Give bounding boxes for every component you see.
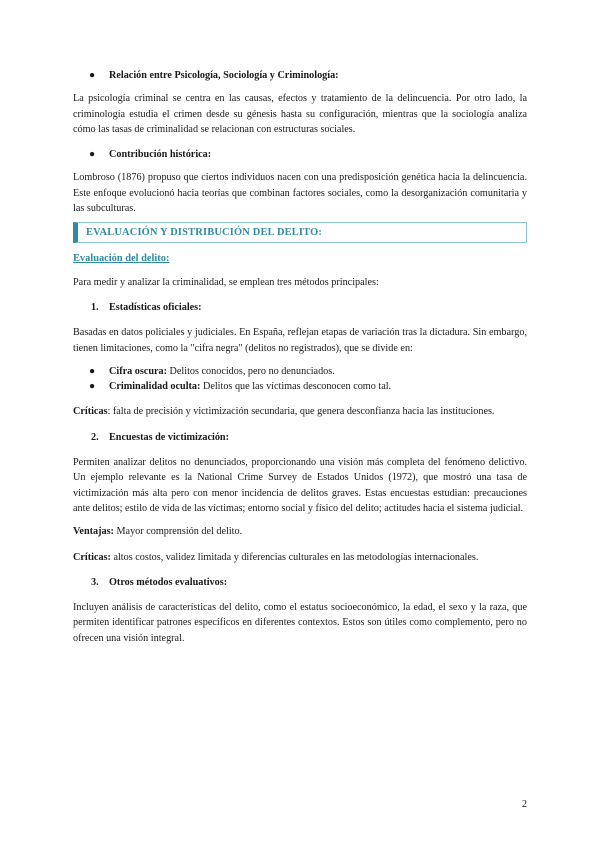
method-heading-1 [91, 300, 527, 315]
bullet-icon: ● [89, 149, 96, 161]
heading-contribucion: Contribución histórica: [109, 149, 212, 161]
method-title: Otros métodos evaluativos: [109, 576, 228, 588]
method-heading-3 [91, 575, 527, 590]
paragraph-otros-metodos: Incluyen análisis de características del delito, como el estatus socioeconómico, la edad, el sexo y la raza, que permiten identificar patrones específicos en diferentes contextos. Estos son útiles como complemento, pero no ofrecen una visión integral. [73, 602, 527, 644]
list-item-text: Delitos que las víctimas desconocen como tal. [200, 381, 392, 393]
bullet-heading-contribucion [89, 147, 527, 162]
method-number: 2. [91, 431, 99, 443]
subheading-evaluacion: Evaluación del delito: [73, 253, 170, 265]
ventajas-label: Ventajas: [73, 526, 114, 538]
paragraph-criticas-1 [73, 404, 527, 419]
paragraph-encuestas: Permiten analizar delitos no denunciados, proporcionando una visión más completa del fenómeno delictivo. Un ejemplo relevante es la National Crime Survey de Estados Unidos (1972), que mostró una tasa de victimización más alta pero con menor incidencia de delitos graves. Estas encuestas estudian: precauciones ante delitos; estilo de vida de las víctimas; entorno social y físico del delito; actitudes hacia el sistema judicial. [73, 457, 527, 514]
page-number: 2 [522, 799, 527, 810]
criticas-text: : falta de precisión y victimización secundaria, que genera desconfianza hacia las instituciones. [107, 406, 495, 418]
list-item-label: Criminalidad oculta: [109, 381, 201, 393]
ventajas-text: Mayor comprensión del delito. [113, 526, 243, 538]
cifra-negra-list [73, 364, 527, 395]
list-item [89, 364, 527, 379]
method-heading-2 [91, 430, 527, 445]
section-title-bar: EVALUACIÓN Y DISTRIBUCIÓN DEL DELITO: [73, 222, 527, 243]
method-title: Encuestas de victimización: [109, 431, 229, 443]
bullet-icon: ● [89, 70, 96, 81]
bullet-heading-relacion [89, 68, 527, 83]
criticas-label: Críticas: [73, 551, 111, 563]
page-content [73, 68, 527, 646]
list-item [89, 379, 527, 394]
criticas-text: altos costos, validez limitada y diferencias culturales en las metodologías internacionales. [110, 551, 479, 563]
paragraph-criticas-2 [73, 550, 527, 565]
paragraph-ventajas [73, 524, 527, 539]
list-item-label: Cifra oscura: [109, 365, 167, 377]
bullet-icon: ● [89, 365, 96, 377]
paragraph-psicologia: La psicología criminal se centra en las causas, efectos y tratamiento de la delincuencia. Por otro lado, la criminología estudia el crimen desde su génesis hasta su configuración, mientras que la sociología analiza cómo las tasas de criminalidad se relacionan con estructuras sociales. [73, 93, 527, 135]
bullet-icon: ● [89, 381, 96, 393]
paragraph-lombroso: Lombroso (1876) propuso que ciertos individuos nacen con una predisposición genética hacia la delincuencia. Este enfoque evolucionó hacia teorías que combinan factores sociales, como la desorganización comunitaria y las subculturas. [73, 172, 527, 215]
heading-relacion: Relación entre Psicología, Sociología y Criminología: [109, 70, 339, 81]
method-number: 3. [91, 576, 99, 588]
list-item-text: Delitos conocidos, pero no denunciados. [167, 365, 335, 377]
criticas-label: Críticas [73, 406, 108, 418]
method-title: Estadísticas oficiales: [109, 301, 202, 313]
paragraph-intro: Para medir y analizar la criminalidad, se emplean tres métodos principales: [73, 276, 379, 288]
method-number: 1. [91, 301, 99, 313]
paragraph-estadisticas: Basadas en datos policiales y judiciales. En España, reflejan etapas de variación tras la dictadura. Sin embargo, tienen limitaciones, como la "cifra negra" (delitos no registrados), que se divide en: [73, 327, 527, 354]
